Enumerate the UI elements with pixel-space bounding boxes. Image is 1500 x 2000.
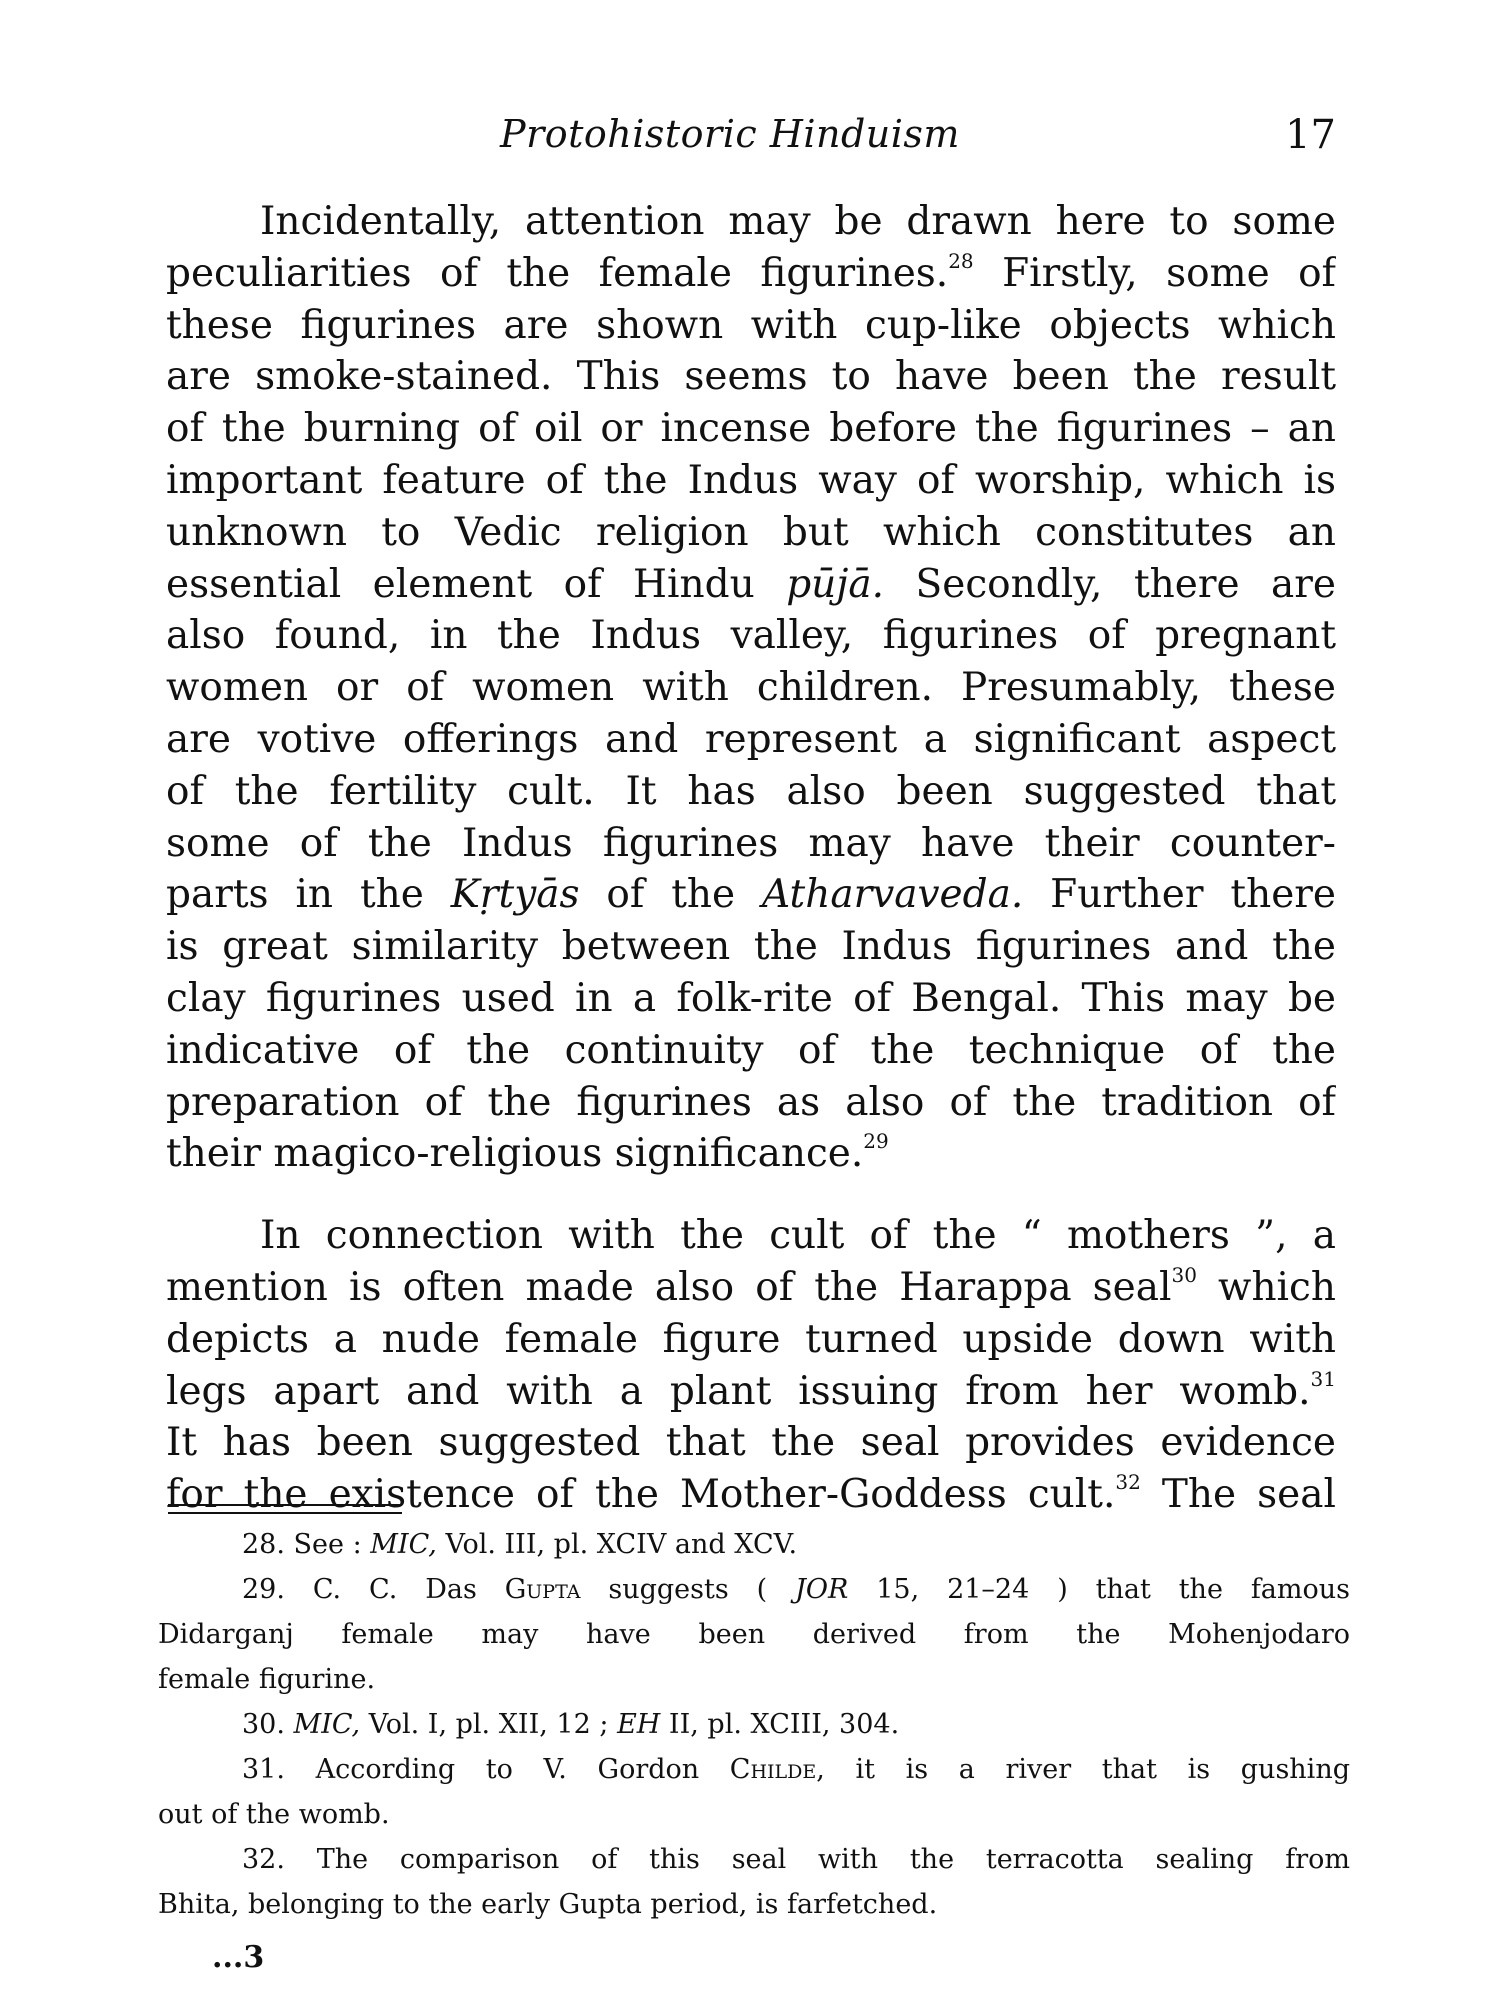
text-line: these figurines are shown with cup-like objects which <box>166 302 1336 348</box>
footnote-32: 32. The comparison of this seal with the terracotta sealing from <box>242 1844 1350 1875</box>
footnotes <box>158 1522 1350 1927</box>
text-line: of the burning of oil or incense before the figurines – an <box>166 406 1336 452</box>
text-line: unknown to Vedic religion but which constitutes an <box>166 509 1336 555</box>
text-line: mention is often made also of the Harappa seal$^{30}$ which <box>166 1262 1336 1310</box>
footnote-28: 28. See : MIC, Vol. III, pl. XCIV and XCV. <box>242 1529 798 1560</box>
footnote-32-line-2: Bhita, belonging to the early Gupta period, is farfetched. <box>158 1889 938 1920</box>
text-line: important feature of the Indus way of worship, which is <box>166 457 1336 503</box>
text-line: are smoke-stained. This seems to have been the result <box>166 354 1336 400</box>
footnote-ref: 29 <box>863 1129 889 1154</box>
text-line: In connection with the cult of the “ mothers ”, a <box>260 1213 1336 1259</box>
text-line: women or of women with children. Presumably, these <box>166 665 1336 711</box>
text-line: their magico-religious significance.$^{29}$ <box>166 1129 889 1177</box>
text-line: are votive offerings and represent a significant aspect <box>166 716 1336 762</box>
running-title: Protohistoric Hinduism <box>500 112 960 156</box>
text-line: some of the Indus figurines may have their counter- <box>166 820 1336 866</box>
footnote-29-line-2: Didarganj female may have been derived from the Mohenjodaro <box>158 1619 1350 1650</box>
paragraph-2 <box>166 1210 1336 1521</box>
text-line: clay figurines used in a folk-rite of Bengal. This may be <box>166 975 1336 1021</box>
text-line: also found, in the Indus valley, figurines of pregnant <box>166 613 1336 659</box>
page-number: 17 <box>1285 112 1336 158</box>
text-line: essential element of Hindu pūjā. Secondly, there are <box>166 561 1336 607</box>
footnote-30: 30. MIC, Vol. I, pl. XII, 12 ; EH II, pl. XCIII, 304. <box>242 1709 900 1740</box>
footnote-31: 31. According to V. Gordon Childe, it is a river that is gushing <box>242 1754 1350 1785</box>
footnote-ref: 32 <box>1115 1470 1141 1495</box>
text-line: preparation of the figurines as also of the tradition of <box>166 1079 1336 1125</box>
text-line: indicative of the continuity of the technique of the <box>166 1027 1336 1073</box>
body-text <box>166 196 1336 1521</box>
signature-mark: ...3 <box>212 1940 265 1975</box>
text-line: legs apart and with a plant issuing from her womb.$^{31}$ <box>166 1366 1336 1414</box>
text-line: It has been suggested that the seal provides evidence <box>166 1420 1336 1466</box>
paragraph-1 <box>166 196 1336 1180</box>
text-line: Incidentally, attention may be drawn here to some <box>260 199 1336 244</box>
footnote-29: 29. C. C. Das Gupta suggests ( JOR 15, 21–24 ) that the famous <box>242 1574 1350 1605</box>
text-line: of the fertility cult. It has also been suggested that <box>166 768 1336 814</box>
footnote-ref: 28 <box>948 248 974 273</box>
footnote-31-line-2: out of the womb. <box>158 1799 390 1830</box>
footnote-ref: 31 <box>1310 1366 1336 1391</box>
running-head <box>0 112 1500 172</box>
footnote-ref: 30 <box>1171 1262 1197 1287</box>
text-line: for the existence of the Mother-Goddess cult.$^{32}$ The seal <box>166 1470 1336 1518</box>
text-line: peculiarities of the female figurines.$^{28}$ Firstly, some of <box>166 248 1336 296</box>
text-line: depicts a nude female figure turned upside down with <box>166 1316 1336 1362</box>
footnote-29-line-3: female figurine. <box>158 1664 376 1695</box>
text-line: parts in the Kṛtyās of the Atharvaveda. Further there <box>166 872 1336 918</box>
text-line: is great similarity between the Indus figurines and the <box>166 924 1336 970</box>
footnote-rule <box>168 1504 402 1514</box>
